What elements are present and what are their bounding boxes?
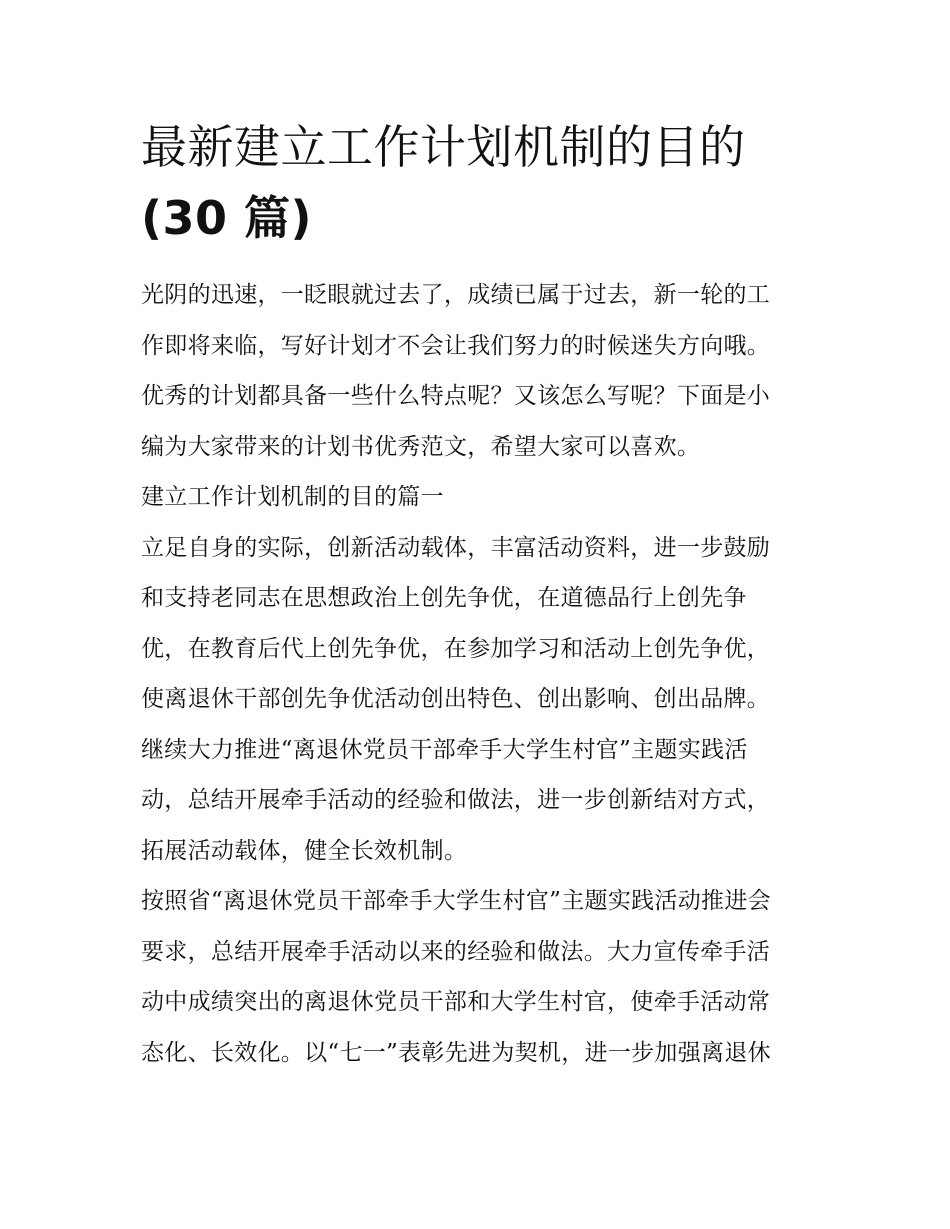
- text-line: 和支持老同志在思想政治上创先争优，在道德品行上创先争: [141, 585, 747, 611]
- text-line: 按照省“离退休党员干部牵手大学生村官”主题实践活动推进会: [141, 888, 771, 914]
- text-line: 优，在教育后代上创先争优，在参加学习和活动上创先争优，: [141, 635, 771, 662]
- text-line: 动中成绩突出的离退休党员干部和大学生村官，使牵手活动常: [141, 989, 771, 1015]
- title-line-2: (30 篇): [141, 191, 313, 245]
- text-line: 编为大家带来的计划书优秀范文，希望大家可以喜欢。: [141, 433, 701, 460]
- text-line: 动，总结开展牵手活动的经验和做法，进一步创新结对方式，: [141, 787, 771, 813]
- document-content: [141, 112, 816, 1078]
- text-line: 态化、长效化。以“七一”表彰先进为契机，进一步加强离退休: [141, 1039, 771, 1066]
- text-line: 继续大力推进“离退休党员干部牵手大学生村官”主题实践活: [141, 736, 748, 763]
- text-line: 使离退休干部创先争优活动创出特色、创出影响、创出品牌。: [141, 686, 771, 712]
- text-line: 要求，总结开展牵手活动以来的经验和做法。大力宣传牵手活: [141, 938, 771, 965]
- section-heading: 建立工作计划机制的目的篇一: [141, 484, 444, 510]
- text-line: 作即将来临，写好计划才不会让我们努力的时候迷失方向哦。: [141, 332, 771, 359]
- text-line: 立足自身的实际，创新活动载体，丰富活动资料，进一步鼓励: [141, 534, 771, 561]
- text-line: 光阴的迅速，一眨眼就过去了，成绩已属于过去，新一轮的工: [141, 282, 771, 308]
- document-title: [141, 112, 816, 254]
- text-line: 拓展活动载体，健全长效机制。: [141, 837, 468, 864]
- document-body: [141, 270, 816, 1078]
- text-line: 优秀的计划都具备一些什么特点呢？又该怎么写呢？下面是小: [141, 383, 771, 409]
- title-line-1: 最新建立工作计划机制的目的: [141, 120, 746, 174]
